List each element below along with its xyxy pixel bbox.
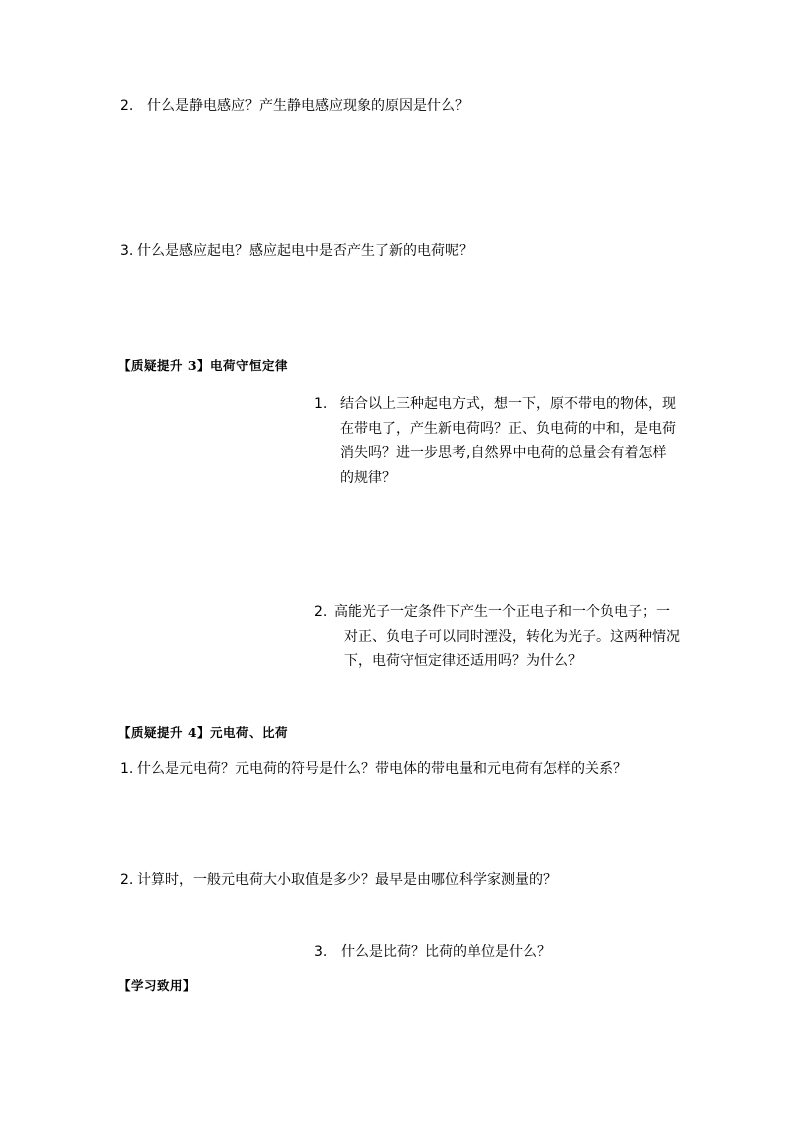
question-text: 什么是感应起电？感应起电中是否产生了新的电荷呢？ xyxy=(137,243,473,259)
question-line: 下，电荷守恒定律还适用吗？为什么？ xyxy=(344,653,582,669)
question-number: 2. xyxy=(120,98,134,114)
question-line: 的规律？ xyxy=(340,469,396,486)
question-number: 2. xyxy=(120,872,134,888)
question-electrostatic-induction xyxy=(120,94,469,118)
question-number: 3. xyxy=(120,243,134,259)
question-line: 在带电了，产生新电荷吗？正、负电荷的中和，是电荷 xyxy=(340,420,676,437)
question-induction-charging xyxy=(120,239,473,263)
question-photon-pair-production xyxy=(314,600,694,674)
question-text: 什么是比荷？比荷的单位是什么？ xyxy=(341,944,551,960)
question-text: 什么是元电荷？元电荷的符号是什么？带电体的带电量和元电荷有怎样的关系？ xyxy=(137,761,627,777)
question-charge-conservation-law xyxy=(314,392,694,490)
section-heading-charge-conservation: 【质疑提升 3】电荷守恒定律 xyxy=(118,358,289,373)
section-heading-elementary-charge: 【质疑提升 4】元电荷、比荷 xyxy=(118,725,289,740)
question-number: 1. xyxy=(314,396,328,412)
question-number: 1. xyxy=(120,761,134,777)
question-text: 计算时，一般元电荷大小取值是多少？最早是由哪位科学家测量的？ xyxy=(137,872,557,888)
question-line: 高能光子一定条件下产生一个正电子和一个负电子；一 xyxy=(334,604,670,620)
question-specific-charge xyxy=(314,940,551,964)
question-number: 2. xyxy=(314,604,328,620)
question-text: 什么是静电感应？产生静电感应现象的原因是什么？ xyxy=(147,98,469,114)
question-elementary-charge-value xyxy=(120,868,557,892)
question-elementary-charge xyxy=(120,757,627,781)
section-heading-application: 【学习致用】 xyxy=(118,978,197,993)
question-number: 3. xyxy=(314,944,328,960)
question-line: 对正、负电子可以同时湮没，转化为光子。这两种情况 xyxy=(344,628,680,645)
question-line: 消失吗？进一步思考,自然界中电荷的总量会有着怎样 xyxy=(340,445,667,461)
question-line: 结合以上三种起电方式，想一下，原不带电的物体，现 xyxy=(340,396,676,412)
